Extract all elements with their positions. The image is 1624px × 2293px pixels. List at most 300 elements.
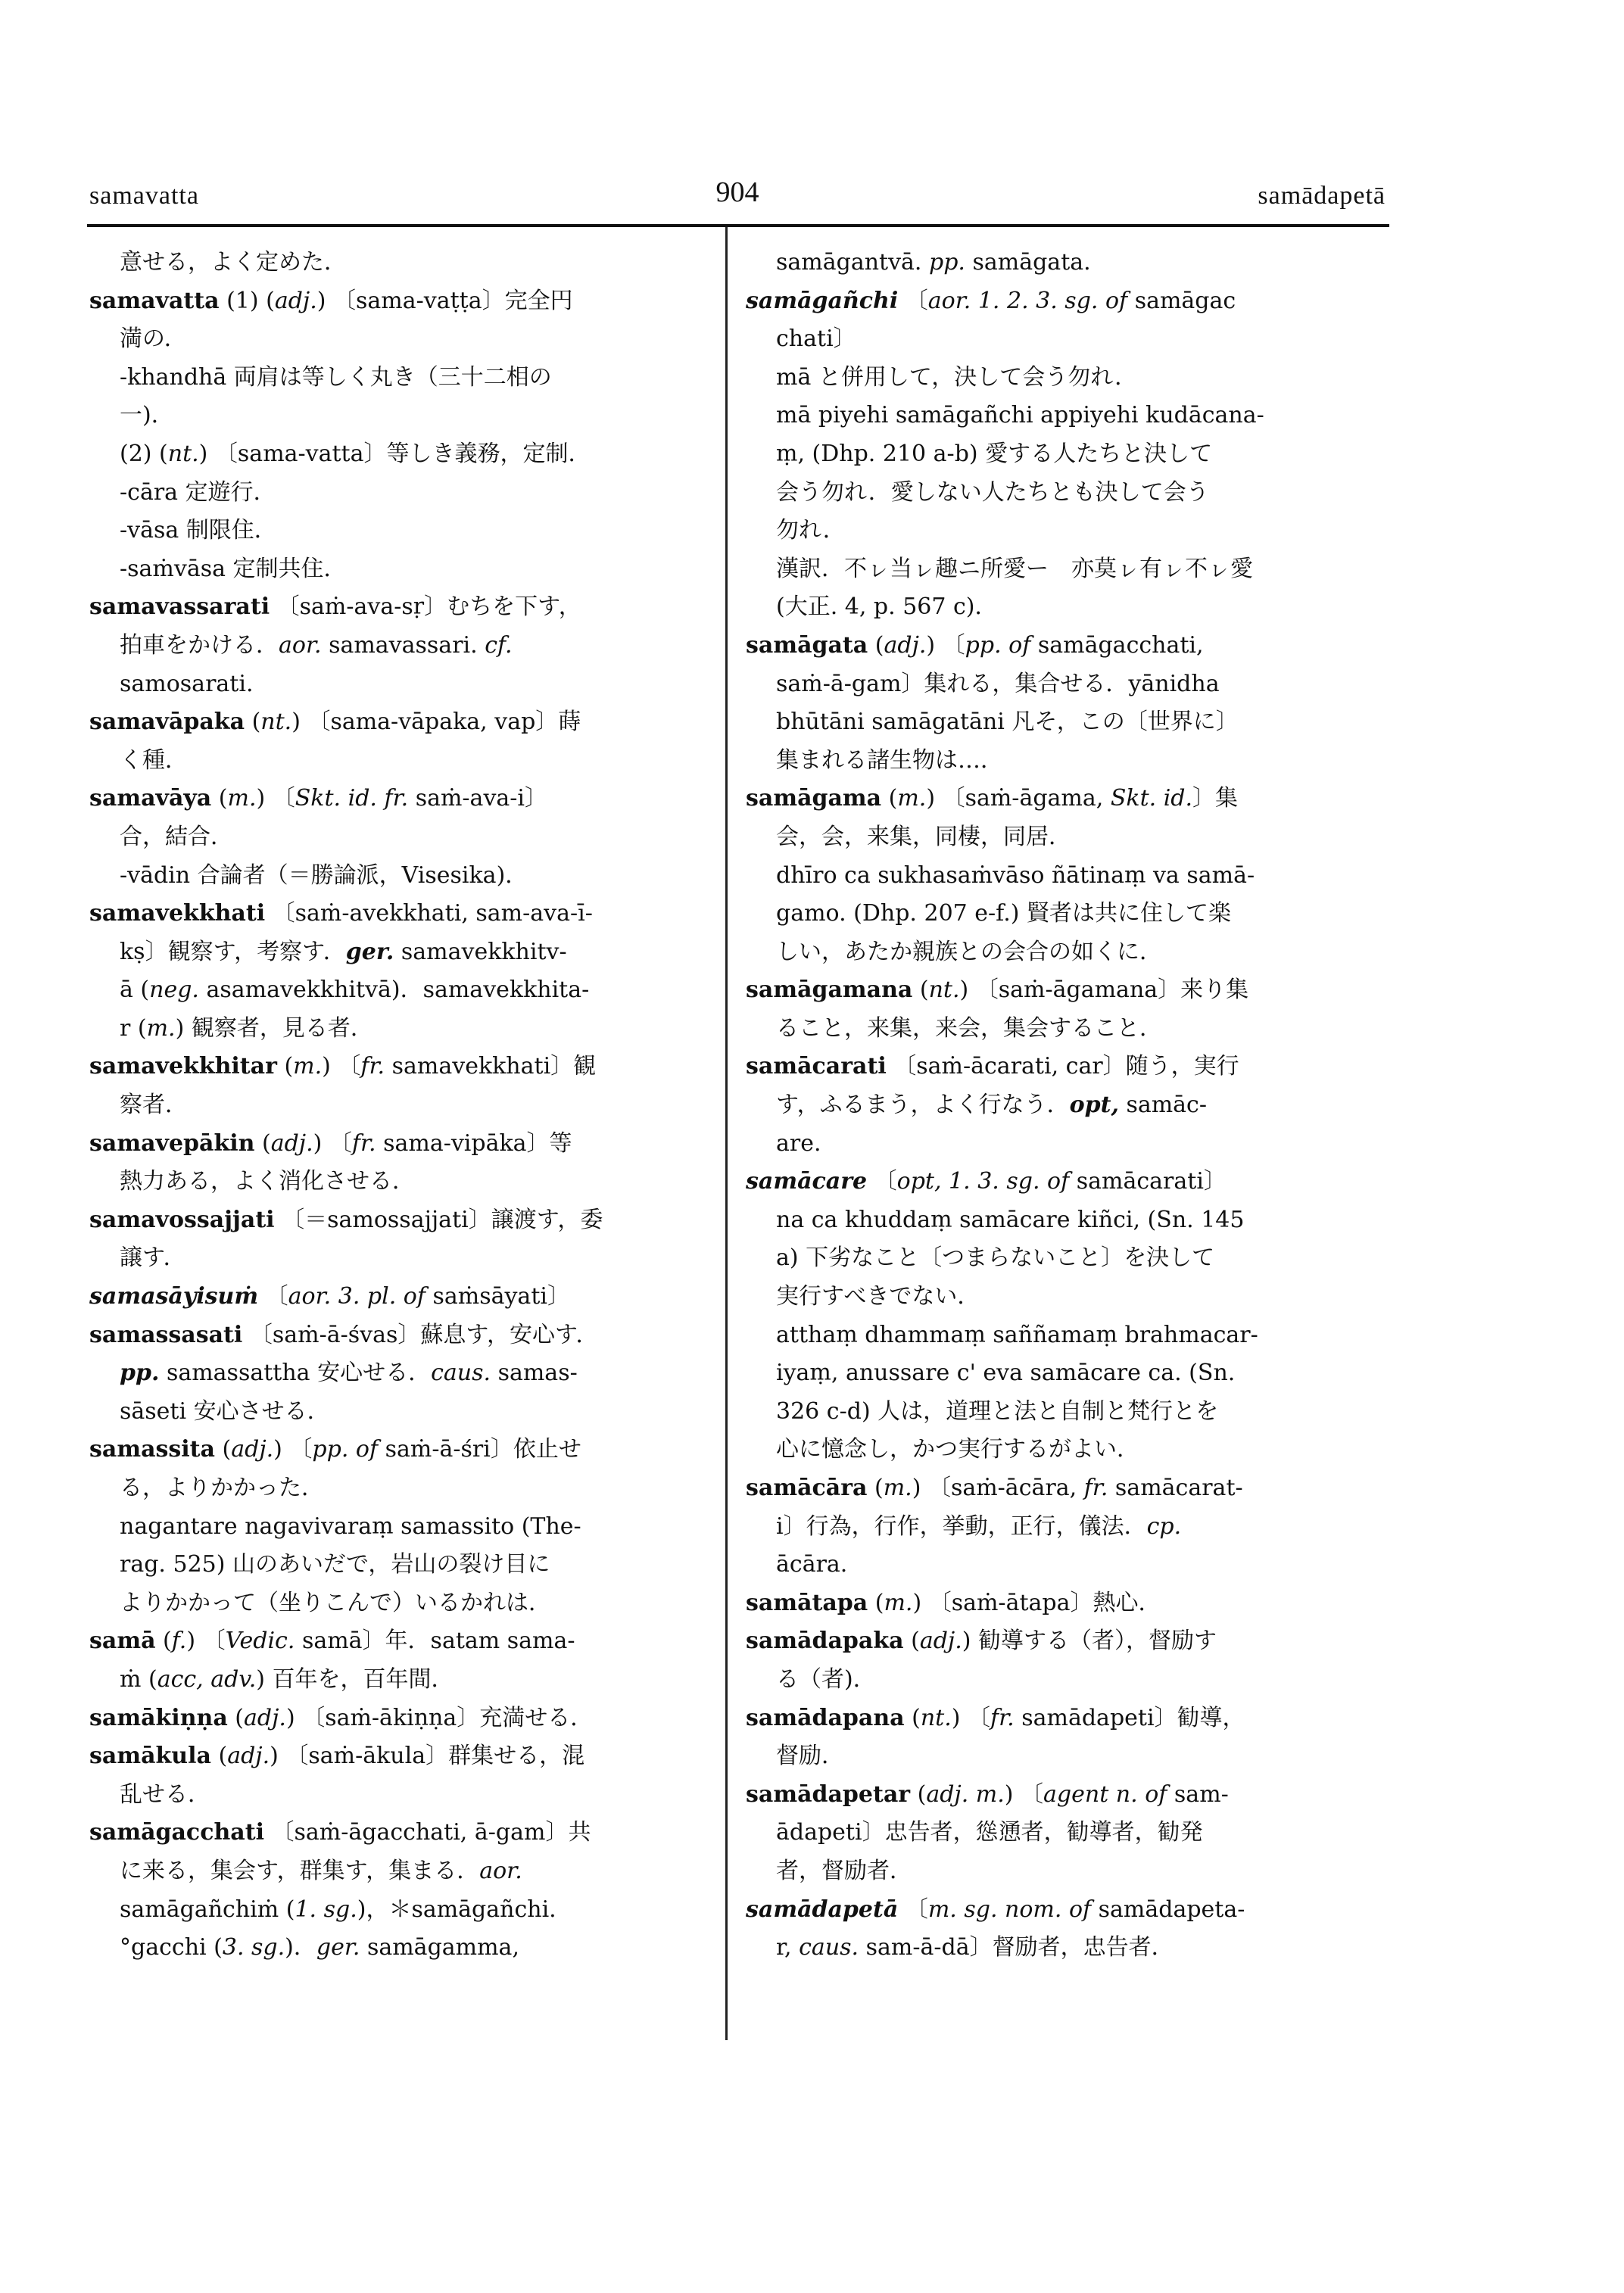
entry-text: よりかかって（坐りこんで）いるかれは． [120, 1589, 551, 1616]
entry-text: 〔 [898, 1896, 928, 1923]
entry-text: fr. [351, 1129, 376, 1157]
header-rule [87, 224, 1389, 227]
entry-continuation-line [89, 1661, 709, 1699]
entry-text: 熱力ある，よく消化させる． [120, 1168, 415, 1195]
headword: samavāya [89, 785, 212, 812]
entry-text: ( [910, 1781, 927, 1808]
entry-text: asamavekkhitvā)．samavekkhita- [198, 977, 590, 1004]
entry-text: ( [881, 785, 898, 812]
entry-text: る，よりかかった． [120, 1475, 324, 1501]
entry-text: adj. [884, 631, 927, 659]
entry-text: sam-ā-dā〕督励者，忠告者． [859, 1934, 1174, 1961]
entry-headword-line [89, 1125, 709, 1164]
entry-text: ṃ, (Dhp. 210 a-b) 愛する人たちと決して [776, 440, 1213, 467]
entry-text: pp. [929, 249, 965, 276]
entry-continuation-line [89, 435, 709, 474]
entry-text: nt. [167, 440, 199, 467]
entry-text: 1. sg. [295, 1896, 357, 1923]
entry-text: ( [214, 1436, 232, 1463]
entry-text: 拍車をかける． [120, 631, 279, 659]
page-number: 904 [715, 176, 759, 208]
entry-text: 〔 [867, 1168, 897, 1195]
entry-text: samāgata. [965, 249, 1091, 276]
entry-continuation-line [89, 971, 709, 1010]
entry-text: a) 下劣なこと〔つまらないこと〕を決して [776, 1245, 1215, 1272]
entry-text: r, [776, 1934, 800, 1961]
entry-text: pp. of [965, 631, 1031, 659]
entry-headword-line [89, 895, 709, 933]
entry-text: (2) ( [120, 440, 168, 467]
entry-text: sāseti 安心させる． [120, 1397, 330, 1425]
entry-text: 会，会，来集，同棲，同居． [776, 823, 1071, 850]
entry-text: cp. [1146, 1513, 1182, 1540]
entry-text: m. [884, 1589, 913, 1616]
entry-continuation-line [89, 1852, 709, 1891]
entry-continuation-line [89, 857, 709, 896]
entry-continuation-line [746, 1546, 1386, 1584]
entry-text: 一)． [120, 402, 174, 429]
entry-continuation-line [746, 703, 1386, 742]
entry-text: 3. sg. [222, 1934, 285, 1961]
entry-text: ること，来集，来会，集会すること． [776, 1014, 1162, 1042]
entry-text: mā と併用して，決して会う勿れ． [776, 363, 1138, 391]
entry-headword-line [746, 1776, 1386, 1815]
header-left-guide-word: samavatta [89, 182, 199, 210]
entry-continuation-line [746, 933, 1386, 972]
entry-text: ) 〔 [1004, 1781, 1044, 1808]
headword: samā [89, 1628, 156, 1655]
entry-text: (大正. 4, p. 567 c)． [776, 594, 998, 621]
entry-continuation-line [89, 320, 709, 359]
entry-text: adj. [270, 1129, 313, 1157]
entry-text: samavekkhitv- [394, 938, 567, 965]
entry-text: atthaṃ dhammaṃ saññamaṃ brahmacar- [776, 1321, 1258, 1348]
headword: samātapa [746, 1589, 868, 1616]
entry-text: are. [776, 1129, 821, 1157]
entry-text: samācarat- [1108, 1475, 1243, 1501]
entry-text: aor. [479, 1857, 522, 1884]
entry-continuation-line [746, 550, 1386, 589]
headword: samācāra [746, 1475, 868, 1501]
entry-headword-line [89, 588, 709, 627]
entry-continuation-line [746, 474, 1386, 512]
entry-text: adj. [227, 1743, 270, 1770]
entry-text: samāgacchati, [1030, 631, 1204, 659]
entry-text: ādapeti〕忠告者，慫慂者，勧導者，勧発 [776, 1819, 1203, 1846]
left-column [89, 244, 709, 1967]
entry-text: 漢訳．不ㇾ当ㇾ趣ニ所愛ー 亦莫ㇾ有ㇾ不ㇾ愛 [776, 555, 1253, 582]
entry-text: m. [146, 1014, 176, 1042]
entry-text: aor. [279, 631, 322, 659]
entry-continuation-line [746, 1431, 1386, 1469]
headword: samavassarati [89, 594, 270, 621]
entry-text: く種． [120, 746, 188, 774]
entry-text: ) 〔 [313, 1129, 352, 1157]
entry-headword-line [746, 1163, 1386, 1201]
entry-text: samāc- [1118, 1092, 1207, 1119]
entry-headword-line [746, 1048, 1386, 1086]
entry-text: -saṁvāsa 定制共住． [120, 555, 347, 582]
entry-text: ( [155, 1628, 172, 1655]
entry-text: opt, [1069, 1092, 1119, 1119]
entry-text: nt. [920, 1704, 952, 1731]
entry-continuation-line [89, 1086, 709, 1125]
entry-text: ) 〔saṁ-ācāra, [912, 1475, 1084, 1501]
entry-text: 集まれる諸生物は…． [776, 746, 1003, 774]
entry-text: pp. of [312, 1436, 379, 1463]
entry-text: 意せる，よく定めた． [120, 249, 347, 276]
entry-text: adj. [231, 1436, 274, 1463]
entry-text: m. [897, 785, 927, 812]
entry-text: 心に憶念し，かつ実行するがよい． [776, 1436, 1139, 1463]
entry-text: す，ふるまう，よく行なう． [776, 1092, 1070, 1119]
entry-text: m. [227, 785, 257, 812]
entry-continuation-line [746, 397, 1386, 435]
entry-text: ( [254, 1129, 271, 1157]
entry-text: ) 〔 [926, 631, 965, 659]
entry-text: ) 〔sama-vāpaka, vap〕蒔 [291, 709, 581, 736]
headword: samavossajjati [89, 1206, 275, 1233]
entry-text: ā ( [120, 977, 150, 1004]
entry-text: -vādin 合論者（＝勝論派，Visesika)． [120, 861, 528, 889]
entry-continuation-line [89, 1508, 709, 1547]
entry-text: 〔saṁ-āgacchati, ā-gam〕共 [263, 1819, 591, 1846]
entry-continuation-line [89, 1776, 709, 1815]
entry-text: 合，結合． [120, 823, 233, 850]
entry-text: しい，あたか親族との会合の如くに． [776, 938, 1162, 965]
entry-text: ( [904, 1704, 921, 1731]
entry-text: ) 〔 [322, 1053, 361, 1080]
entry-text: samācarati〕 [1069, 1168, 1227, 1195]
entry-continuation-line [746, 895, 1386, 933]
entry-text: saṁ-ā-gam〕集れる，集合せる．yānidha [776, 670, 1220, 697]
entry-text: m. [293, 1053, 323, 1080]
entry-headword-line [89, 1431, 709, 1469]
entry-headword-line [746, 1622, 1386, 1661]
entry-text: ācāra. [776, 1551, 848, 1578]
entry-continuation-line [746, 1278, 1386, 1316]
entry-headword-line [746, 1699, 1386, 1738]
entry-text: samas- [491, 1360, 578, 1387]
headword: samādapetā [746, 1896, 899, 1923]
entry-text: ( [867, 1475, 884, 1501]
entry-text: 〔saṁ-ā-śvas〕蘇息す，安心す． [242, 1321, 599, 1348]
entry-text: caus. [799, 1934, 859, 1961]
entry-continuation-line [746, 359, 1386, 397]
entry-text: 者，督励者． [776, 1857, 912, 1884]
entry-continuation-line [89, 1354, 709, 1393]
entry-text: Skt. id. fr. [295, 785, 409, 812]
entry-continuation-line [746, 1661, 1386, 1699]
entry-text: saṁ-ā-śri〕依止せ [378, 1436, 581, 1463]
entry-headword-line [746, 282, 1386, 321]
headword: samāgamana [746, 977, 913, 1004]
entry-text: samavekkhati〕観 [385, 1053, 597, 1080]
entry-text: m. [883, 1475, 912, 1501]
entry-text: ( [912, 977, 929, 1004]
entry-headword-line [746, 1584, 1386, 1623]
entry-text: fr. [360, 1053, 385, 1080]
entry-text: 〔saṁ-ava-sṛ〕むちを下す， [270, 594, 581, 621]
running-header [89, 176, 1386, 224]
right-column [746, 244, 1386, 1967]
entry-headword-line [89, 1201, 709, 1240]
entry-text: -cāra 定遊行． [120, 478, 276, 506]
entry-text: ) 〔 [186, 1628, 226, 1655]
entry-text: 乱せる． [120, 1781, 210, 1808]
entry-continuation-line [746, 1125, 1386, 1164]
entry-text: 満の． [120, 326, 187, 353]
entry-text: opt, 1. 3. sg. of [896, 1168, 1070, 1195]
entry-text: 326 c-d) 人は，道理と法と自制と梵行とを [776, 1397, 1219, 1425]
entry-text: Skt. id. [1110, 785, 1193, 812]
entry-text: aor. 1. 2. 3. sg. of [927, 287, 1128, 314]
entry-text: sama-vipāka〕等 [376, 1129, 572, 1157]
entry-continuation-line [746, 1737, 1386, 1776]
entry-text: ( [211, 785, 228, 812]
headword: samākiṇṇa [89, 1704, 228, 1731]
entry-text: Vedic. [225, 1628, 295, 1655]
entry-continuation-line [89, 818, 709, 857]
entry-text: samavassari. [321, 631, 485, 659]
entry-continuation-line [89, 1010, 709, 1048]
entry-text: adj. [919, 1628, 962, 1655]
entry-text: ) 〔saṁ-ākiṇṇa〕充満せる． [285, 1704, 594, 1731]
entry-text: 〔saṁ-avekkhati, sam-ava-ī- [265, 900, 593, 927]
entry-text: fr. [990, 1704, 1015, 1731]
entry-continuation-line [89, 1239, 709, 1278]
entry-headword-line [89, 1316, 709, 1355]
entry-continuation-line [746, 1393, 1386, 1432]
entry-text: ) 〔saṁ-ātapa〕熱心． [912, 1589, 1161, 1616]
entry-headword-line [89, 1278, 709, 1316]
headword: samādapetar [746, 1781, 911, 1808]
headword: samākula [89, 1743, 211, 1770]
entry-continuation-line [89, 1393, 709, 1432]
entry-text: pp. [120, 1360, 160, 1387]
headword: samassita [89, 1436, 215, 1463]
entry-text: nagantare nagavivaraṃ samassito (The- [120, 1513, 581, 1540]
entry-continuation-line [89, 359, 709, 397]
entry-continuation-line [746, 1508, 1386, 1547]
entry-continuation-line [746, 818, 1386, 857]
entry-text: ( [276, 1053, 294, 1080]
entry-text: samāgamma, [360, 1934, 519, 1961]
entry-headword-line [746, 780, 1386, 818]
entry-text: -vāsa 制限住． [120, 517, 277, 544]
entry-text: samādapeta- [1091, 1896, 1245, 1923]
entry-continuation-line [746, 1852, 1386, 1891]
entry-text: ) 〔 [951, 1704, 991, 1731]
entry-text: ) 〔sama-vatta〕等しき義務，定制． [198, 440, 591, 467]
entry-text: 会う勿れ．愛しない人たちとも決して会う [776, 478, 1209, 506]
entry-continuation-line [746, 435, 1386, 474]
entry-headword-line [746, 627, 1386, 665]
entry-text: acc, adv. [157, 1665, 257, 1693]
entry-text: bhūtāni samāgatāni 凡そ，この〔世界に〕 [776, 709, 1239, 736]
entry-text: 〔＝samossajjati〕譲渡す，委 [274, 1206, 603, 1233]
entry-text: samosarati. [120, 670, 254, 697]
entry-text: agent n. of [1043, 1781, 1167, 1808]
entry-text: saṁsāyati〕 [425, 1283, 570, 1310]
entry-text: ) 〔 [256, 785, 295, 812]
entry-text: r ( [120, 1014, 147, 1042]
entry-continuation-line [89, 512, 709, 550]
entry-text: ger. [345, 938, 394, 965]
entry-text: )，＊samāgañchi. [357, 1896, 556, 1923]
entry-continuation-line [89, 1584, 709, 1623]
entry-text: sam- [1167, 1781, 1229, 1808]
entry-text: ( [245, 709, 261, 736]
entry-text: caus. [431, 1360, 491, 1387]
entry-text: m. sg. nom. of [927, 1896, 1092, 1923]
entry-continuation-line [89, 1929, 709, 1967]
entry-continuation-line [746, 1201, 1386, 1240]
entry-text: ) 勧導する（者），督励す [962, 1628, 1217, 1655]
headword: samādapaka [746, 1628, 904, 1655]
entry-text: chati〕 [776, 326, 856, 353]
headword: samavepākin [89, 1129, 255, 1157]
entry-text: ) 観察者，見る者． [175, 1014, 373, 1042]
entry-text: na ca khuddaṃ samācare kiñci, (Sn. 145 [776, 1206, 1245, 1233]
entry-text: samāgac [1127, 287, 1236, 314]
entry-continuation-line [89, 742, 709, 780]
entry-headword-line [89, 1699, 709, 1738]
headword: samācarati [746, 1053, 887, 1080]
entry-continuation-line [89, 550, 709, 589]
entry-text: 察者． [120, 1092, 188, 1119]
entry-headword-line [89, 1622, 709, 1661]
entry-text: dhīro ca sukhasaṁvāso ñātinaṃ va samā- [776, 861, 1255, 889]
entry-continuation-line [746, 320, 1386, 359]
entry-headword-line [89, 1048, 709, 1086]
entry-headword-line [746, 971, 1386, 1010]
entry-text: 譲す． [120, 1245, 186, 1272]
entry-text: ger. [316, 1934, 360, 1961]
entry-text: samā〕年．satam sama- [295, 1628, 575, 1655]
entry-text: adj. [244, 1704, 286, 1731]
headword: samāgañchi [746, 287, 899, 314]
entry-text: °gacchi ( [120, 1934, 223, 1961]
entry-continuation-line [89, 1891, 709, 1930]
entry-text: samassattha 安心せる． [159, 1360, 432, 1387]
entry-text: 〔 [258, 1283, 288, 1310]
entry-text: rag. 525) 山のあいだで，岩山の裂け目に [120, 1551, 550, 1578]
entry-headword-line [89, 780, 709, 818]
entry-text: saṁ-ava-i〕 [408, 785, 548, 812]
headword: samasāyisuṁ [89, 1283, 259, 1310]
entry-text: gamo. (Dhp. 207 e-f.) 賢者は共に住して楽 [776, 900, 1231, 927]
entry-headword-line [89, 703, 709, 742]
entry-headword-line [89, 1814, 709, 1852]
entry-text: nt. [928, 977, 960, 1004]
entry-text: ) 百年を，百年間． [256, 1665, 454, 1693]
entry-text: kṣ〕観察す，考察す． [120, 938, 346, 965]
entry-headword-line [746, 1469, 1386, 1508]
entry-text: samāgañchiṁ ( [120, 1896, 295, 1923]
entry-text: ) 〔 [273, 1436, 313, 1463]
entry-text: ) 〔saṁ-ākula〕群集せる，混 [270, 1743, 585, 1770]
entry-continuation-line [746, 742, 1386, 780]
entry-continuation-line [89, 397, 709, 435]
entry-continuation-line [89, 244, 709, 282]
entry-text: iyaṃ, anussare c' eva samācare ca. (Sn. [776, 1360, 1236, 1387]
entry-text: aor. 3. pl. of [288, 1283, 425, 1310]
entry-continuation-line [746, 588, 1386, 627]
entry-continuation-line [89, 474, 709, 512]
entry-text: neg. [149, 977, 199, 1004]
entry-continuation-line [89, 665, 709, 704]
entry-text: adj. [274, 287, 317, 314]
entry-headword-line [89, 1737, 709, 1776]
entry-continuation-line [89, 933, 709, 972]
entry-continuation-line [746, 857, 1386, 896]
entry-continuation-line [746, 1086, 1386, 1125]
entry-continuation-line [746, 1316, 1386, 1355]
headword: samāgacchati [89, 1819, 264, 1846]
entry-continuation-line [746, 1814, 1386, 1852]
entry-text: adj. m. [926, 1781, 1005, 1808]
headword: samavāpaka [89, 709, 245, 736]
entry-continuation-line [746, 244, 1386, 282]
entry-text: f. [171, 1628, 187, 1655]
entry-text: nt. [260, 709, 292, 736]
entry-text: cf. [485, 631, 513, 659]
entry-continuation-line [89, 627, 709, 665]
entry-headword-line [89, 282, 709, 321]
entry-continuation-line [89, 1469, 709, 1508]
entry-text: mā piyehi samāgañchi appiyehi kudācana- [776, 402, 1264, 429]
headword: samavekkhitar [89, 1053, 277, 1080]
entry-text: 〕集 [1192, 785, 1239, 812]
entry-text: 〔saṁ-ācarati, car〕随う，実行 [886, 1053, 1239, 1080]
headword: samācare [746, 1168, 868, 1195]
entry-text: ( [227, 1704, 245, 1731]
entry-text: fr. [1083, 1475, 1108, 1501]
entry-text: samāgantvā. [776, 249, 929, 276]
entry-continuation-line [746, 1929, 1386, 1967]
headword: samavekkhati [89, 900, 266, 927]
entry-text: 督励． [776, 1743, 844, 1770]
entry-text: ṁ ( [120, 1665, 157, 1693]
entry-text: ( [903, 1628, 920, 1655]
entry-continuation-line [89, 1163, 709, 1201]
entry-text: ( [868, 1589, 884, 1616]
header-right-guide-word: samādapetā [1258, 182, 1386, 210]
entry-text: samādapeti〕勧導， [1014, 1704, 1245, 1731]
entry-text: (1) ( [219, 287, 275, 314]
entry-headword-line [746, 1891, 1386, 1930]
headword: samādapana [746, 1704, 905, 1731]
entry-continuation-line [746, 1239, 1386, 1278]
entry-continuation-line [746, 1354, 1386, 1393]
entry-continuation-line [89, 1546, 709, 1584]
entry-text: ( [868, 631, 884, 659]
entry-text: 〔 [898, 287, 928, 314]
headword: samassasati [89, 1321, 243, 1348]
headword: samāgata [746, 631, 868, 659]
column-divider [725, 227, 728, 2040]
entry-text: -khandhā 両肩は等しく丸き（三十二相の [120, 363, 552, 391]
entry-continuation-line [746, 1010, 1386, 1048]
entry-text: ) 〔saṁ-āgama, [926, 785, 1111, 812]
entry-text: ) 〔sama-vaṭṭa〕完全円 [316, 287, 573, 314]
entry-text: る（者)． [776, 1665, 876, 1693]
headword: samāgama [746, 785, 882, 812]
headword: samavatta [89, 287, 220, 314]
entry-continuation-line [746, 665, 1386, 704]
entry-text: ( [210, 1743, 228, 1770]
